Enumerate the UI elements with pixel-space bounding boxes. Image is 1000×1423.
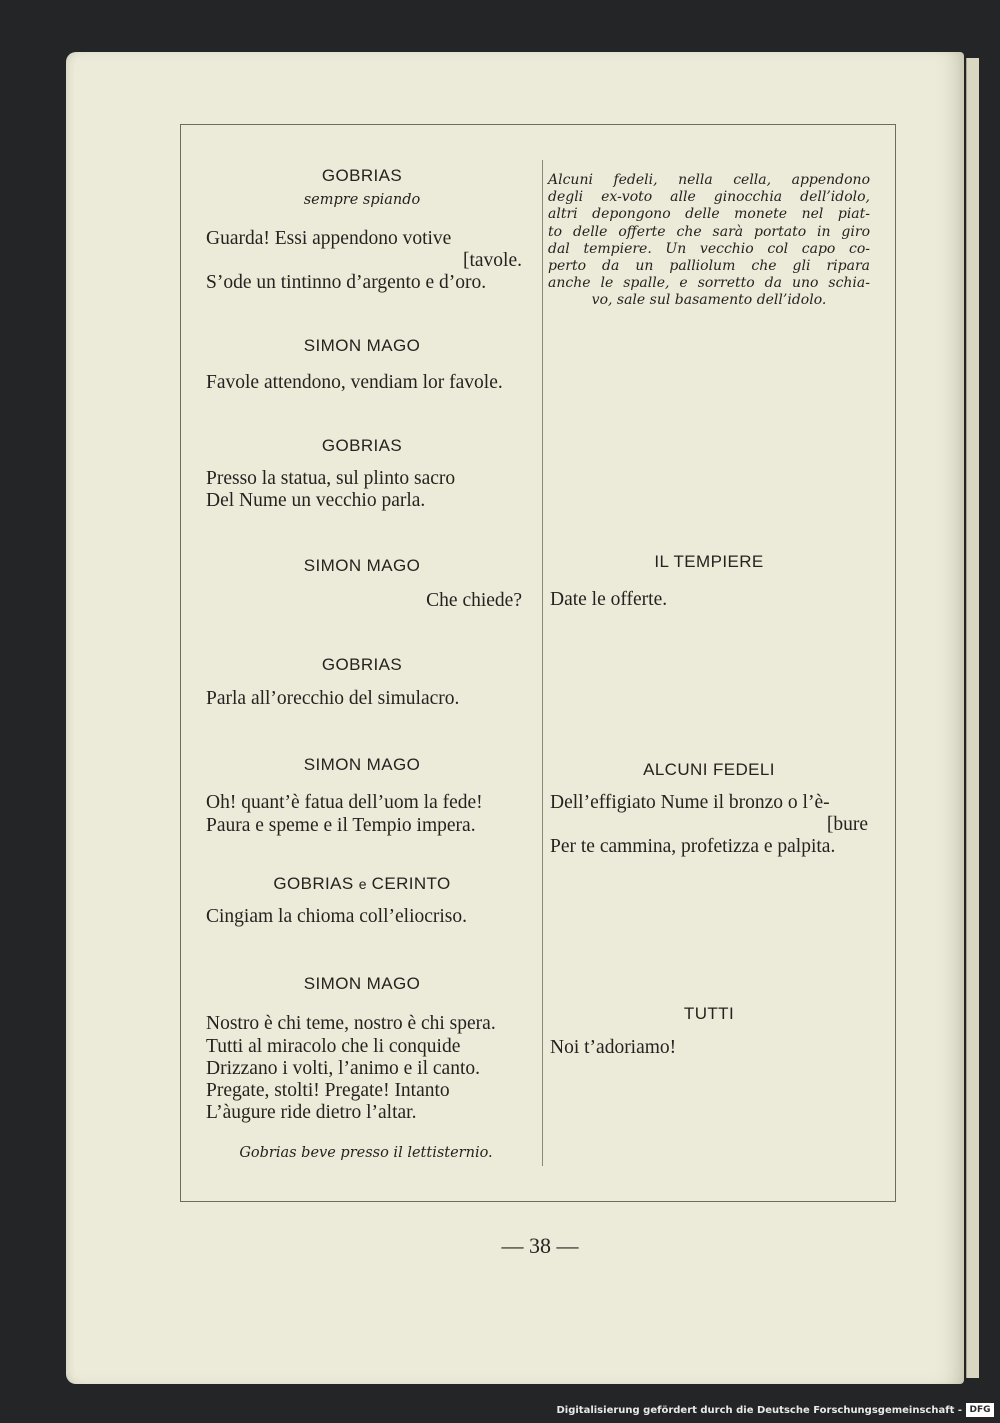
dfg-logo: DFG	[966, 1403, 994, 1417]
speaker-name: GOBRIAS	[321, 436, 403, 455]
verse-line: Parla all’orecchio del simulacro.	[206, 688, 460, 709]
verse-line: Tutti al miracolo che li conquide	[206, 1036, 461, 1057]
speaker-name: TUTTI	[683, 1004, 735, 1023]
verse-line: Per te cammina, profetizza e palpita.	[550, 836, 836, 857]
verse-line: L’àugure ride dietro l’altar.	[206, 1102, 417, 1123]
verse-line: Date le offerte.	[550, 589, 668, 610]
verse-line: Guarda! Essi appendono votive	[206, 228, 452, 249]
verse-line: Oh! quant’è fatua dell’uom la fede!	[206, 792, 483, 813]
stage-direction: sempre spiando	[303, 192, 421, 208]
verse-line: S’ode un tintinno d’argento e d’oro.	[206, 272, 487, 293]
verse-line: Favole attendono, vendiam lor favole.	[206, 372, 503, 393]
verse-line: [bure	[826, 814, 868, 835]
stage-direction-block: Alcuni fedeli, nella cella, appendono degli ex-voto alle ginocchia dell’idolo, altri depongono delle monete nel piat- to delle offerte che sarà portato in giro dal tempiere. Un vecchio col capo co- perto da un palliolum che gli ripara anche le spalle, e sorretto da uno schia- vo, sale sul basamento dell’idolo.	[548, 172, 870, 309]
speaker-name: SIMON MAGO	[303, 974, 421, 993]
verse-line: Presso la statua, sul plinto sacro	[206, 468, 456, 489]
speaker-name: ALCUNI FEDELI	[643, 760, 775, 779]
verse-line: Nostro è chi teme, nostro è chi spera.	[206, 1013, 496, 1034]
verse-line: Pregate, stolti! Pregate! Intanto	[206, 1080, 450, 1101]
verse-line: [tavole.	[462, 250, 522, 271]
speaker-name: IL TEMPIERE	[654, 552, 764, 571]
page-number: — 38 —	[501, 1233, 579, 1258]
verse-line: Drizzano i volti, l’animo e il canto.	[206, 1058, 480, 1079]
column-divider	[542, 160, 543, 1166]
digitization-credit: Digitalisierung gefördert durch die Deutsche Forschungsgemeinschaft -	[556, 1405, 962, 1416]
speaker-name: SIMON MAGO	[303, 556, 421, 575]
verse-line: Noi t’adoriamo!	[550, 1037, 677, 1058]
verse-line: Cingiam la chioma coll’eliocriso.	[206, 906, 468, 927]
speaker-name: SIMON MAGO	[303, 755, 421, 774]
speaker-names: GOBRIAS e CERINTO	[273, 874, 451, 893]
speaker-name: SIMON MAGO	[303, 336, 421, 355]
speaker-name: GOBRIAS	[321, 166, 403, 185]
next-page-edge	[966, 58, 979, 1378]
speaker-name: GOBRIAS	[321, 655, 403, 674]
verse-line: Paura e speme e il Tempio impera.	[206, 815, 476, 836]
stage-direction: Gobrias beve presso il lettisternio.	[239, 1145, 493, 1161]
verse-line: Del Nume un vecchio parla.	[206, 490, 426, 511]
verse-line: Che chiede?	[426, 590, 522, 611]
verse-line: Dell’effigiato Nume il bronzo o l’è-	[550, 792, 830, 813]
